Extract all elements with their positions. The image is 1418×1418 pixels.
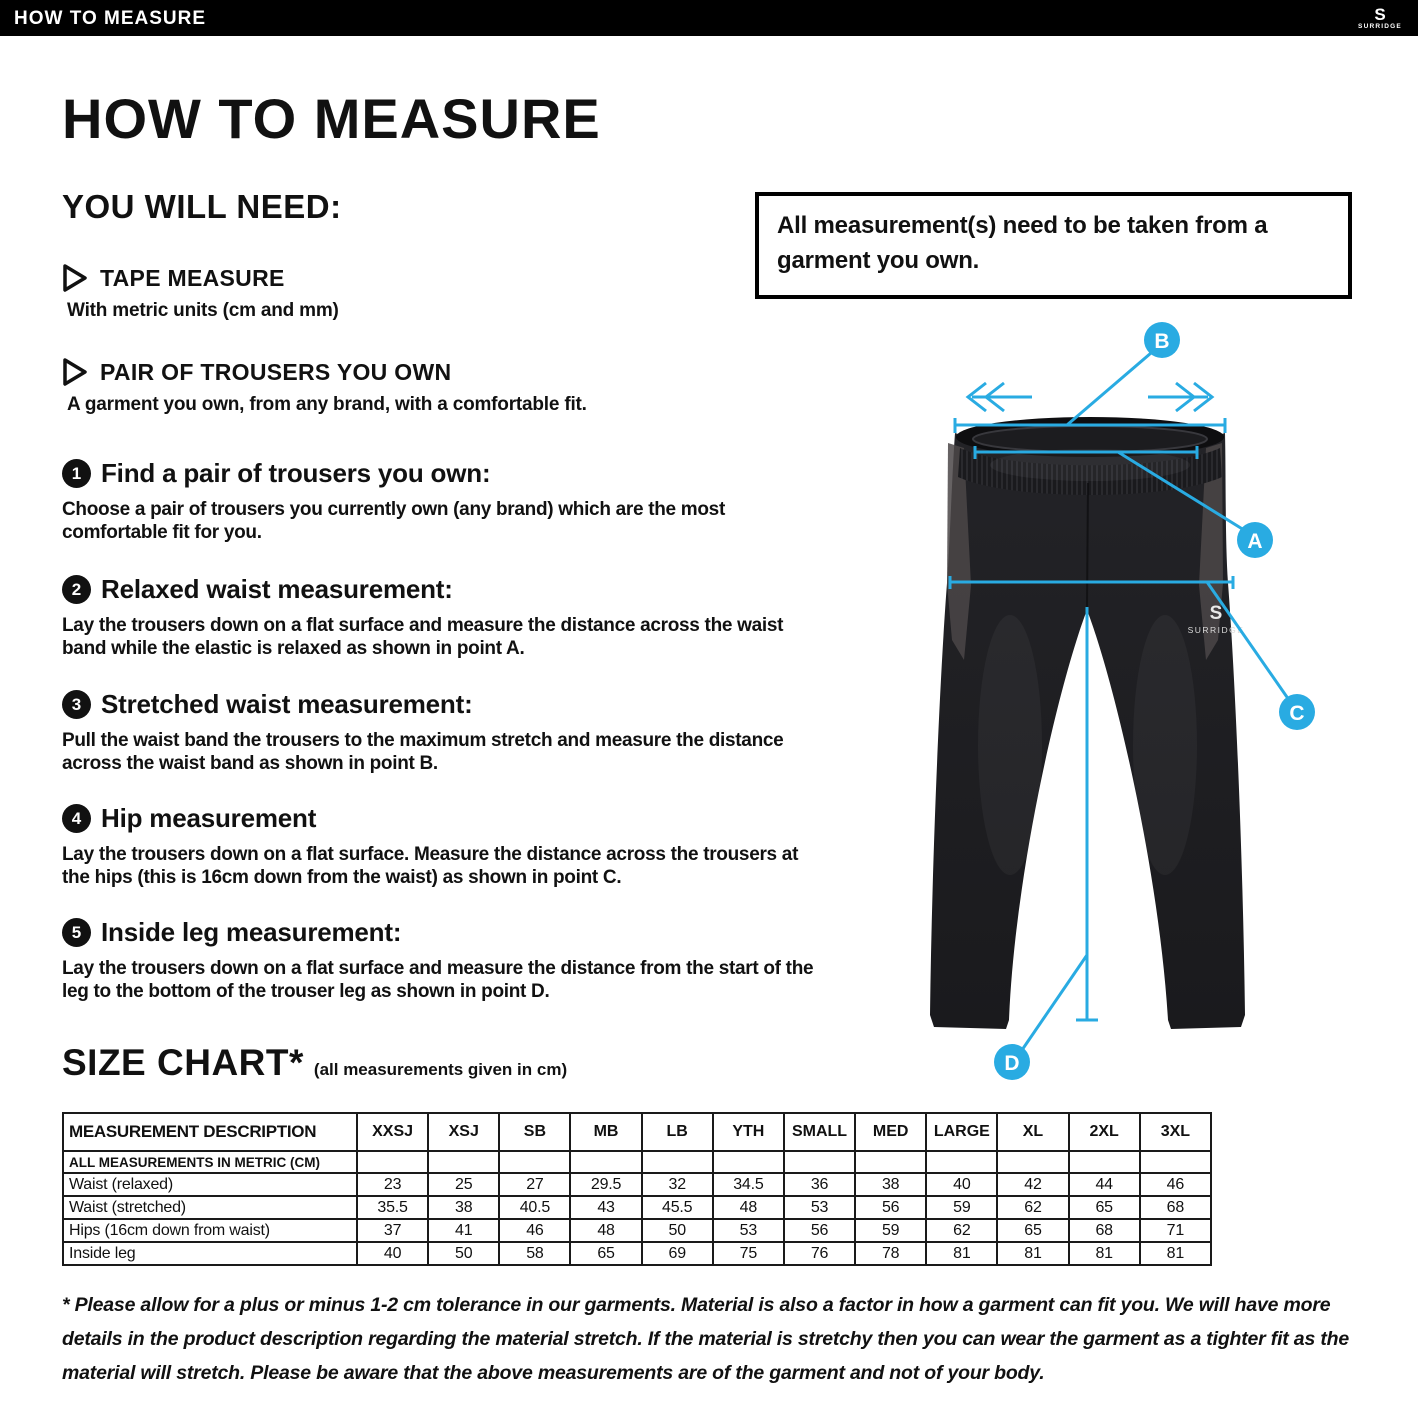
empty-cell [784,1151,855,1173]
size-column-header: MED [855,1113,926,1151]
step-1 [62,458,852,544]
empty-cell [997,1151,1068,1173]
marker-c-letter: C [1289,702,1305,725]
footnote: * Please allow for a plus or minus 1-2 cm tolerance in our garments. Material is also a factor in how a garment can fit you. We will have more details in the product description regarding the material stretch. If the material is stretchy then you can wear the garment as a tighter fit as the material will stretch. Please be aware that the above measurements are of the garment and not of your body. [62,1294,1349,1384]
stretch-arrow-left-icon [968,383,1032,411]
notice-box [755,192,1352,299]
step-body: Lay the trousers down on a flat surface and measure the distance from the start of the leg to the bottom of the trouser leg as shown in point D. [62,958,814,1002]
step-title: Stretched waist measurement: [101,689,473,719]
measurement-value-cell: 53 [713,1219,784,1242]
measurement-value-cell: 65 [997,1219,1068,1242]
empty-cell [570,1151,641,1173]
measurement-value-cell: 46 [1140,1173,1211,1196]
measurement-value-cell: 36 [784,1173,855,1196]
empty-cell [1140,1151,1211,1173]
size-column-header: 2XL [1069,1113,1140,1151]
measurement-value-cell: 75 [713,1242,784,1265]
trousers-measurement-diagram [860,315,1380,1105]
step-5 [62,917,852,1003]
measurement-value-cell: 68 [1140,1196,1211,1219]
measurement-value-cell: 23 [357,1173,428,1196]
empty-cell [428,1151,499,1173]
need-item-label: TAPE MEASURE [100,264,285,291]
measurement-value-cell: 65 [570,1242,641,1265]
size-column-header: XL [997,1113,1068,1151]
empty-cell [642,1151,713,1173]
measurement-value-cell: 46 [499,1219,570,1242]
step-title: Find a pair of trousers you own: [101,458,491,488]
empty-cell [1069,1151,1140,1173]
marker-d [994,1044,1030,1080]
size-column-header: XXSJ [357,1113,428,1151]
step-body: Lay the trousers down on a flat surface and measure the distance across the waist band while the elastic is relaxed as shown in point A. [62,615,784,659]
empty-cell [926,1151,997,1173]
measurement-value-cell: 35.5 [357,1196,428,1219]
measurement-value-cell: 44 [1069,1173,1140,1196]
stretch-arrow-right-icon [1148,383,1212,411]
need-item-description: A garment you own, from any brand, with a comfortable fit. [67,394,587,415]
step-number-badge: 5 [62,918,91,947]
surridge-wordmark: SURRIDGE [1358,22,1402,30]
svg-text:S: S [1209,603,1223,624]
marker-c [1279,694,1315,730]
measurement-value-cell: 56 [855,1196,926,1219]
step-heading [62,803,852,834]
measurement-value-cell: 34.5 [713,1173,784,1196]
measurement-row-label: Inside leg [63,1242,357,1265]
step-heading [62,574,852,605]
marker-b-letter: B [1154,330,1170,353]
marker-a [1237,522,1273,558]
step-heading [62,458,852,489]
step-title: Inside leg measurement: [101,917,402,947]
step-2 [62,574,852,660]
measurement-value-cell: 56 [784,1219,855,1242]
measurement-row-label: Waist (relaxed) [63,1173,357,1196]
empty-cell [357,1151,428,1173]
size-chart-title: SIZE CHART* [62,1042,304,1083]
measurement-value-cell: 81 [997,1242,1068,1265]
step-number-badge: 1 [62,459,91,488]
step-4 [62,803,852,889]
step-body: Choose a pair of trousers you currently own (any brand) which are the most comfortable fit for you. [62,499,725,543]
measurement-description-header: MEASUREMENT DESCRIPTION [63,1113,357,1151]
measurement-value-cell: 40 [926,1173,997,1196]
size-column-header: SMALL [784,1113,855,1151]
surridge-logo-icon [1350,2,1410,34]
measurement-value-cell: 43 [570,1196,641,1219]
need-item-label: PAIR OF TROUSERS YOU OWN [100,358,452,385]
empty-cell [855,1151,926,1173]
table-row [63,1173,1211,1196]
measurement-value-cell: 41 [428,1219,499,1242]
size-column-header: MB [570,1113,641,1151]
measurement-value-cell: 25 [428,1173,499,1196]
unit-row-label: ALL MEASUREMENTS IN METRIC (CM) [63,1151,357,1173]
page-title: HOW TO MEASURE [62,87,601,150]
marker-b [1144,322,1180,358]
trousers-figure [860,315,1380,1105]
triangle-bullet-icon [62,263,88,293]
measurement-value-cell: 48 [570,1219,641,1242]
measurement-value-cell: 65 [1069,1196,1140,1219]
step-title: Hip measurement [101,803,317,833]
step-number-badge: 2 [62,575,91,604]
measurement-value-cell: 40.5 [499,1196,570,1219]
svg-text:SURRIDGE: SURRIDGE [1187,625,1245,635]
marker-a-letter: A [1247,530,1263,553]
step-heading [62,917,852,948]
need-item-description: With metric units (cm and mm) [67,300,339,321]
measurement-value-cell: 81 [1140,1242,1211,1265]
you-will-need-heading: YOU WILL NEED: [62,188,342,225]
empty-cell [499,1151,570,1173]
measurement-value-cell: 27 [499,1173,570,1196]
need-item-tape-measure [62,263,285,293]
measurement-value-cell: 81 [1069,1242,1140,1265]
measurement-value-cell: 68 [1069,1219,1140,1242]
measurement-value-cell: 78 [855,1242,926,1265]
measurement-value-cell: 45.5 [642,1196,713,1219]
measurement-value-cell: 42 [997,1173,1068,1196]
table-row [63,1219,1211,1242]
measurement-value-cell: 50 [428,1242,499,1265]
measurement-value-cell: 50 [642,1219,713,1242]
measurement-value-cell: 59 [855,1219,926,1242]
measurement-value-cell: 62 [926,1219,997,1242]
size-table-header-row [63,1113,1211,1151]
measurement-value-cell: 71 [1140,1219,1211,1242]
step-number-badge: 4 [62,804,91,833]
measurement-value-cell: 48 [713,1196,784,1219]
table-row [63,1242,1211,1265]
measurement-value-cell: 38 [855,1173,926,1196]
size-column-header: SB [499,1113,570,1151]
step-number-badge: 3 [62,690,91,719]
measurement-value-cell: 37 [357,1219,428,1242]
surridge-s-icon: S [1374,4,1386,24]
triangle-bullet-icon [62,357,88,387]
size-chart-heading [62,1042,567,1084]
step-3 [62,689,852,775]
measurement-value-cell: 29.5 [570,1173,641,1196]
measurement-value-cell: 40 [357,1242,428,1265]
size-chart-table [62,1112,1212,1266]
size-column-header: 3XL [1140,1113,1211,1151]
marker-d-letter: D [1004,1052,1020,1075]
measurement-value-cell: 58 [499,1242,570,1265]
measurement-value-cell: 59 [926,1196,997,1219]
measurement-value-cell: 76 [784,1242,855,1265]
size-chart-subtitle: (all measurements given in cm) [313,1060,568,1079]
size-column-header: LB [642,1113,713,1151]
size-column-header: YTH [713,1113,784,1151]
need-item-trousers [62,357,451,387]
step-title: Relaxed waist measurement: [101,574,453,604]
measurement-value-cell: 32 [642,1173,713,1196]
empty-cell [713,1151,784,1173]
measurement-row-label: Waist (stretched) [63,1196,357,1219]
measurement-row-label: Hips (16cm down from waist) [63,1219,357,1242]
measurement-value-cell: 62 [997,1196,1068,1219]
measurement-value-cell: 53 [784,1196,855,1219]
size-column-header: LARGE [926,1113,997,1151]
step-heading [62,689,852,720]
measurement-value-cell: 69 [642,1242,713,1265]
table-row [63,1196,1211,1219]
top-bar-title: HOW TO MEASURE [14,8,207,29]
unit-row [63,1151,1211,1173]
measurement-value-cell: 81 [926,1242,997,1265]
measurement-value-cell: 38 [428,1196,499,1219]
step-body: Pull the waist band the trousers to the maximum stretch and measure the distance across the waist band as shown in point B. [62,730,784,774]
notice-text: All measurement(s) need to be taken from a garment you own. [777,212,1268,274]
top-bar [0,0,1418,36]
size-column-header: XSJ [428,1113,499,1151]
step-body: Lay the trousers down on a flat surface. Measure the distance across the trousers at the hips (this is 16cm down from the waist) as shown in point C. [62,844,799,888]
